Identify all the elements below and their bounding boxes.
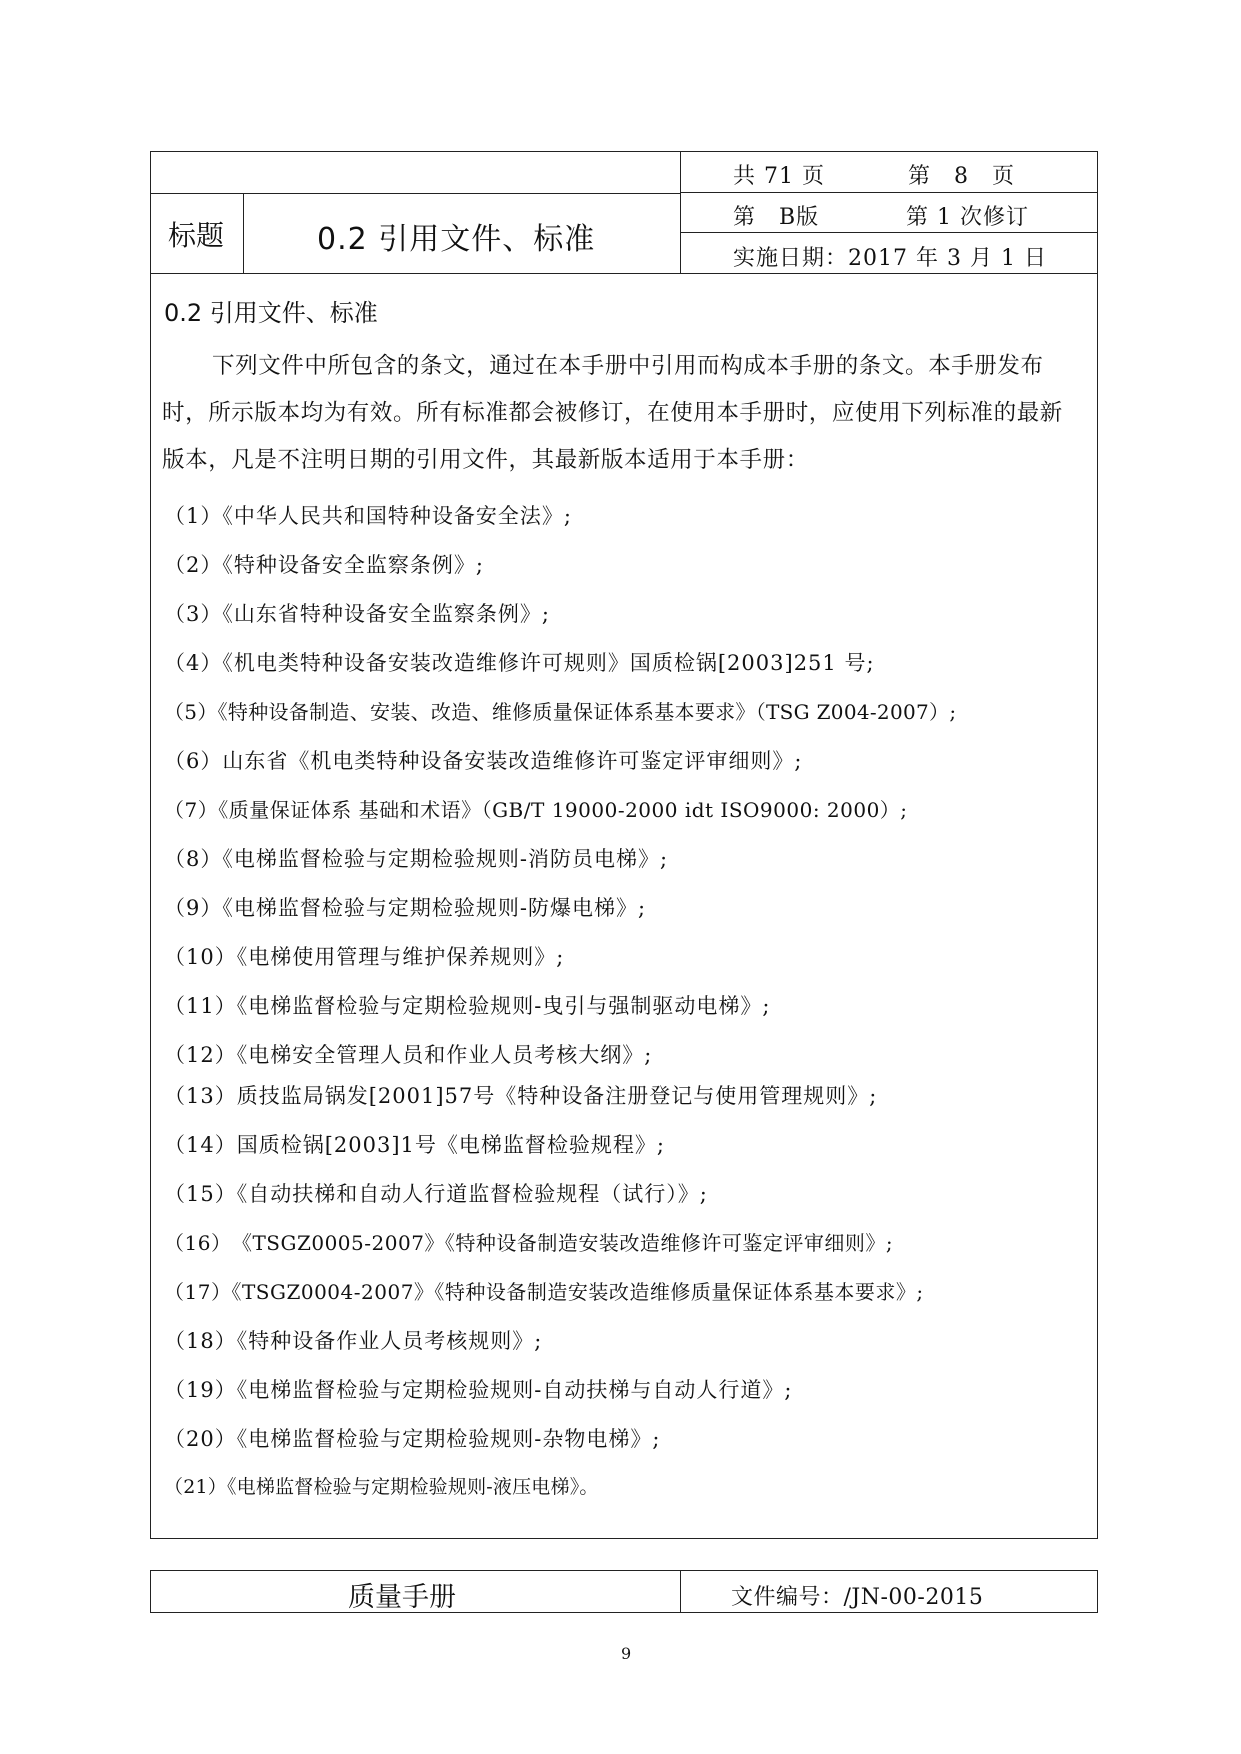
title-label: 标题 [168, 219, 225, 252]
header-divider-top [150, 193, 680, 194]
header-col-divider [680, 151, 681, 273]
list-item: （13）质技监局锅发[2001]57号《特种设备注册登记与使用管理规则》; [164, 1084, 878, 1108]
list-item: （8）《电梯监督检验与定期检验规则-消防员电梯》; [164, 847, 669, 871]
manual-title: 质量手册 [348, 1582, 456, 1613]
list-item: （20）《电梯监督检验与定期检验规则-杂物电梯》; [164, 1427, 661, 1451]
list-item: （4）《机电类特种设备安装改造维修许可规则》国质检锅[2003]251 号; [164, 651, 875, 675]
page-title: 0.2 引用文件、标准 [317, 222, 596, 257]
list-item: （17）《TSGZ0004-2007》《特种设备制造安装改造维修质量保证体系基本要求》; [164, 1280, 924, 1304]
effective-date: 实施日期：2017 年 3 月 1 日 [733, 246, 1047, 271]
edition: 第 B版 [733, 205, 820, 230]
list-item: （10）《电梯使用管理与维护保养规则》; [164, 945, 565, 969]
revision: 第 1 次修订 [906, 205, 1029, 230]
intro-paragraph: 下列文件中所包含的条文，通过在本手册中引用而构成本手册的条文。本手册发布时，所示版本均为有效。所有标准都会被修订，在使用本手册时，应使用下列标准的最新版本，凡是不注明日期的引用文件，其最新版本适用于本手册： [162, 353, 1063, 473]
header-divider-2 [680, 232, 1098, 233]
page-number: 9 [621, 1644, 632, 1663]
list-item: （19）《电梯监督检验与定期检验规则-自动扶梯与自动人行道》; [164, 1378, 793, 1402]
document-number: 文件编号：/JN-00-2015 [731, 1585, 984, 1610]
list-item: （11）《电梯监督检验与定期检验规则-曳引与强制驱动电梯》; [164, 994, 771, 1018]
list-item: （16） 《TSGZ0005-2007》《特种设备制造安装改造维修许可鉴定评审细则》; [164, 1231, 894, 1255]
list-item: （5）《特种设备制造、安装、改造、维修质量保证体系基本要求》（TSG Z004-2007）; [164, 700, 957, 724]
page-indicator: 第 8 页 [908, 164, 1015, 189]
list-item: （3）《山东省特种设备安全监察条例》; [164, 602, 550, 626]
section-heading: 0.2 引用文件、标准 [164, 299, 378, 327]
list-item: （9）《电梯监督检验与定期检验规则-防爆电梯》; [164, 896, 647, 920]
list-item: （1）《中华人民共和国特种设备安全法》; [164, 504, 572, 528]
list-item: （21）《电梯监督检验与定期检验规则-液压电梯》。 [164, 1476, 599, 1498]
list-item: （12）《电梯安全管理人员和作业人员考核大纲》; [164, 1043, 653, 1067]
footer-col-divider [680, 1570, 681, 1613]
list-item: （2）《特种设备安全监察条例》; [164, 553, 484, 577]
list-item: （15）《自动扶梯和自动人行道监督检验规程（试行）》; [164, 1182, 708, 1206]
list-item: （6）山东省《机电类特种设备安装改造维修许可鉴定评审细则》; [164, 749, 803, 773]
total-pages: 共 71 页 [733, 164, 825, 189]
header-divider-bottom [150, 273, 1098, 274]
list-item: （7）《质量保证体系 基础和术语》（GB/T 19000-2000 idt ISO9000: 2000）; [164, 798, 908, 822]
header-divider-1 [680, 192, 1098, 193]
list-item: （14）国质检锅[2003]1号《电梯监督检验规程》; [164, 1133, 665, 1157]
list-item: （18）《特种设备作业人员考核规则》; [164, 1329, 543, 1353]
label-col-divider [243, 193, 244, 273]
